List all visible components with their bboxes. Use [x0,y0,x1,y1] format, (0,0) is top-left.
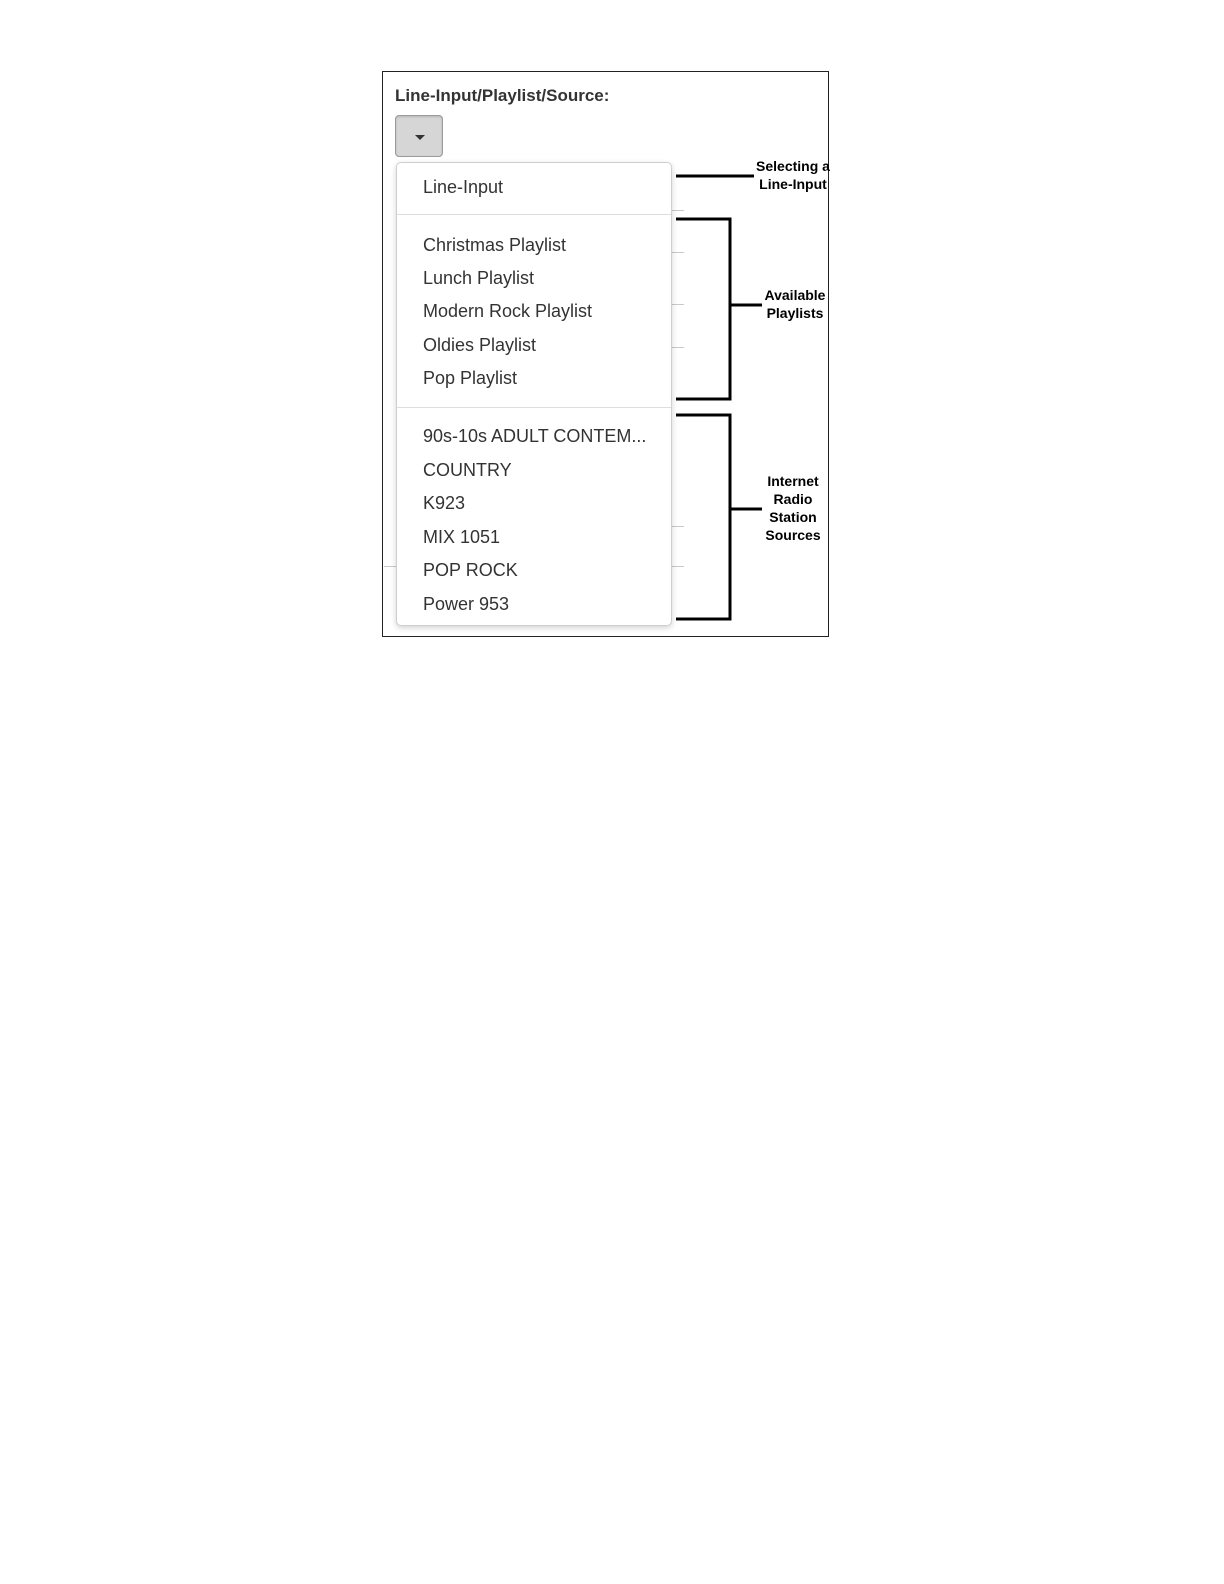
callout-line: Playlists [766,305,824,321]
callout-playlists [760,286,830,322]
menu-item-playlist[interactable]: Pop Playlist [423,368,518,388]
callout-line: Available [764,287,826,303]
callout-line: Station [769,509,817,525]
menu-item-line-input[interactable]: Line-Input [423,177,504,197]
menu-item-station[interactable]: POP ROCK [423,560,518,580]
callout-stations [760,472,826,544]
menu-item-playlist[interactable]: Modern Rock Playlist [423,301,593,321]
stations-bracket [676,415,730,619]
menu-item-playlist[interactable]: Oldies Playlist [423,335,537,355]
menu-item-station[interactable]: MIX 1051 [423,527,501,547]
playlists-bracket [676,219,730,399]
menu-item-station[interactable]: K923 [423,493,466,513]
callout-line-input [752,157,834,193]
menu-item-station[interactable]: Power 953 [423,594,510,614]
menu-item-station[interactable]: COUNTRY [423,460,512,480]
callout-line: Selecting a [756,158,830,174]
menu-item-playlist[interactable]: Lunch Playlist [423,268,535,288]
source-field-label: Line-Input/Playlist/Source: [395,86,610,105]
callout-line: Radio [773,491,813,507]
callout-line: Line-Input [759,176,827,192]
menu-item-playlist[interactable]: Christmas Playlist [423,235,567,255]
menu-item-station[interactable]: 90s-10s ADULT CONTEM... [423,426,647,446]
callout-line: Sources [765,527,821,543]
callout-line: Internet [767,473,819,489]
